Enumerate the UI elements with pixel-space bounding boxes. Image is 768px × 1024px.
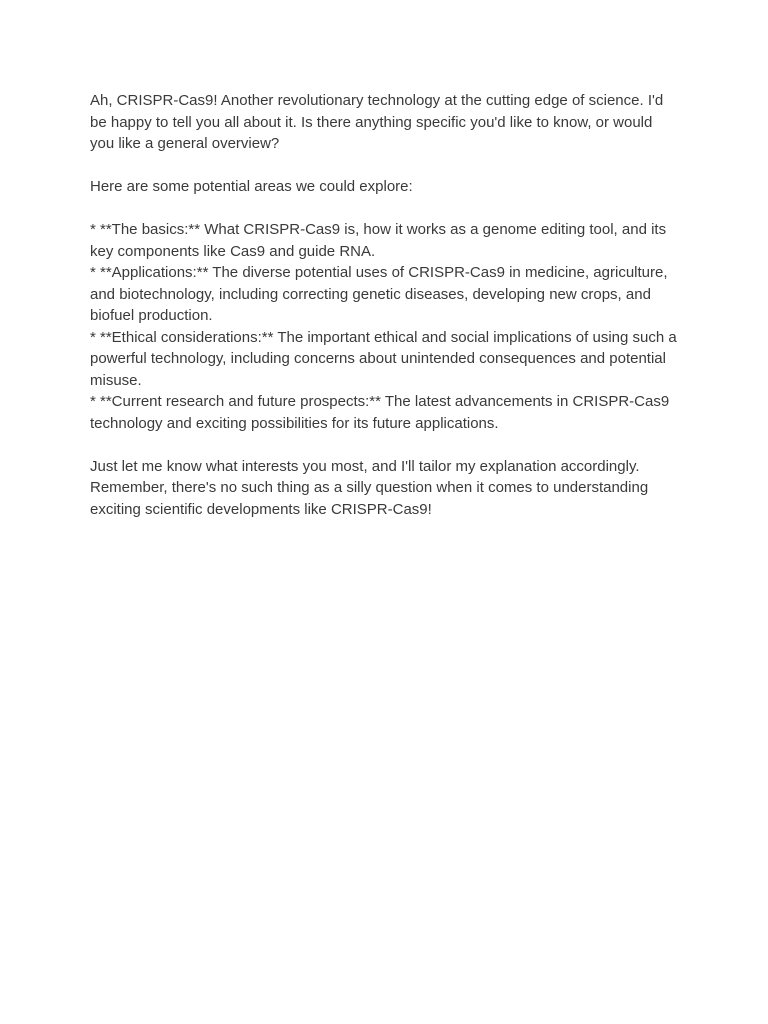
topic-list	[90, 219, 680, 434]
intro-paragraph: Ah, CRISPR-Cas9! Another revolutionary technology at the cutting edge of science. I'd be happy to tell you all about it. Is there anything specific you'd like to know, or would you like a general overview?	[90, 92, 664, 152]
list-item-ethics: * **Ethical considerations:** The important ethical and social implications of using such a powerful technology, including concerns about unintended consequences and potential misuse.	[90, 328, 677, 389]
lead-in-paragraph: Here are some potential areas we could explore:	[90, 178, 413, 195]
list-item-research: * **Current research and future prospects:** The latest advancements in CRISPR-Cas9 technology and exciting possibilities for its future applications.	[90, 393, 670, 432]
list-item-basics: * **The basics:** What CRISPR-Cas9 is, how it works as a genome editing tool, and its key components like Cas9 and guide RNA.	[90, 221, 667, 260]
closing-paragraph: Just let me know what interests you most, and I'll tailor my explanation accordingly. Remember, there's no such thing as a silly question when it comes to understanding exciting scientific developments like CRISPR-Cas9!	[90, 457, 649, 518]
list-item-applications: * **Applications:** The diverse potential uses of CRISPR-Cas9 in medicine, agriculture, and biotechnology, including correcting genetic diseases, developing new crops, and biofuel production.	[90, 264, 668, 324]
